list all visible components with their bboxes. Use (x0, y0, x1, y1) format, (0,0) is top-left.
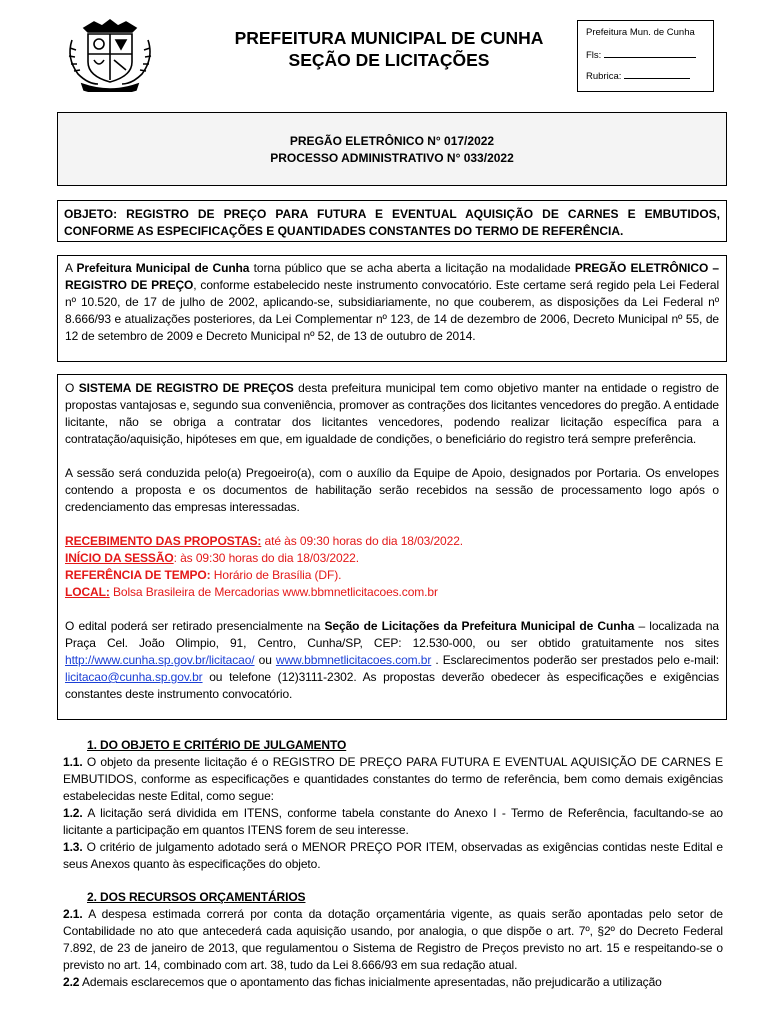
clause-1-3-num: 1.3. (63, 840, 83, 854)
stamp-entity: Prefeitura Mun. de Cunha (586, 27, 695, 38)
schedule-block (65, 533, 719, 601)
sistema-paragraph-1 (65, 380, 719, 448)
clause-1-1-num: 1.1. (63, 755, 83, 769)
intro-a: A (65, 261, 77, 275)
objeto-text: OBJETO: REGISTRO DE PREÇO PARA FUTURA E EVENTUAL AQUISIÇÃO DE CARNES E EMBUTIDOS, CONFORME AS ESPECIFICAÇÕES E QUANTIDADES CONSTANTES DO TERMO DE REFERÊNCIA. (64, 207, 720, 238)
inicio-line (65, 550, 719, 567)
clause-2-1-num: 2.1. (63, 907, 83, 921)
intro-paragraph (65, 260, 719, 345)
clause-2-2-num: 2.2 (63, 975, 80, 989)
intro-prefeitura: Prefeitura Municipal de Cunha (76, 261, 250, 275)
section-objeto (63, 737, 723, 873)
recebimento-value: até às 09:30 horas do dia 18/03/2022. (261, 534, 464, 548)
clause-2-1-text: A despesa estimada correrá por conta da dotação orçamentária vigente, as quais serão apontadas pelo setor de Contabilidade no ato que antecederá cada aquisição usando, por analogia, o que dispõe o art. 7º, §2º do Decreto Federal 7.892, de 23 de janeiro de 2013, que regulamentou o Sistema de Registro de Preços previsto no art. 15 e respeitando-se o previsto no art. 14, combinado com art. 38, tudo da Lei 8.666/93 em sua redação atual. (63, 907, 723, 972)
recebimento-line (65, 533, 719, 550)
clause-1-2-text: A licitação será dividida em ITENS, conforme tabela constante do Anexo I - Termo de Referência, facultando-se ao licitante a participação em quantos ITENS forem de seu interesse. (63, 806, 723, 837)
header-title (200, 27, 578, 71)
referencia-label: REFERÊNCIA DE TEMPO: (65, 568, 211, 582)
objeto-box (57, 200, 727, 242)
stamp-rubrica-label: Rubrica: (586, 71, 622, 82)
page-stamp-box (577, 20, 714, 92)
inicio-label: INÍCIO DA SESSÃO (65, 551, 174, 565)
clause-2-1 (63, 906, 723, 974)
pregao-number: PREGÃO ELETRÔNICO N° 017/2022 (289, 134, 495, 148)
cunha-licitacao-link[interactable]: http://www.cunha.sp.gov.br/licitacao/ (65, 653, 255, 667)
stamp-fls (586, 48, 696, 62)
referencia-value: Horário de Brasília (DF). (210, 568, 342, 582)
section-1-title: 1. DO OBJETO E CRITÉRIO DE JULGAMENTO (87, 738, 347, 752)
clause-1-1-text: O objeto da presente licitação é o REGISTRO DE PREÇO PARA FUTURA E EVENTUAL AQUISIÇÃO DE CARNES E EMBUTIDOS, conforme as especificações e quantidades constantes do termo de referência, bem como demais exigências estabelecidas neste Edital, como segue: (63, 755, 723, 803)
clause-1-2-num: 1.2. (63, 806, 83, 820)
referencia-line (65, 567, 719, 584)
sistema-p1-bold: SISTEMA DE REGISTRO DE PREÇOS (78, 381, 294, 395)
sistema-content (65, 380, 719, 703)
municipal-coat-of-arms (64, 18, 156, 92)
local-label: LOCAL: (65, 585, 110, 599)
stamp-fls-blank (604, 48, 696, 58)
sistema-paragraph-2: A sessão será conduzida pelo(a) Pregoeiro(a), com o auxílio da Equipe de Apoio, designados por Portaria. Os envelopes contendo a proposta e os documentos de habilitação serão recebidos na sessão de processamento logo após o credenciamento das empresas interessadas. (65, 466, 719, 514)
edital-d: . Esclarecimentos poderão ser prestados pelo e-mail: (431, 653, 719, 667)
clause-1-3-text: O critério de julgamento adotado será o MENOR PREÇO POR ITEM, observadas as exigências contidas neste Edital e seus Anexos quanto às especificações do objeto. (63, 840, 723, 871)
edital-c: ou (254, 653, 276, 667)
clause-2-2 (63, 974, 723, 991)
pregao-box (57, 112, 727, 186)
section-2-title-row (63, 889, 723, 906)
stamp-rubrica (586, 69, 690, 83)
local-line (65, 584, 719, 601)
inicio-value: : às 09:30 horas do dia 18/03/2022. (173, 551, 359, 565)
header-title-line2: SEÇÃO DE LICITAÇÕES (288, 50, 490, 70)
clause-1-1 (63, 754, 723, 805)
intro-box (57, 255, 727, 362)
intro-c: , conforme estabelecido neste instrumento convocatório. Este certame será regido pela Lei Federal nº 10.520, de 17 de julho de 2002, aplicando-se, subsidiariamente, no que couberem, as disposições da Lei Federal nº 8.666/93 e atualizações posteriores, da Lei Complementar nº 123, de 14 de dezembro de 2006, Decreto Municipal nº 55, de 12 de setembro de 2009 e Decreto Municipal nº 52, de 13 de outubro de 2014. (65, 278, 720, 343)
edital-bold: Seção de Licitações da Prefeitura Municipal de Cunha (324, 619, 635, 633)
bbmnet-link[interactable]: www.bbmnetlicitacoes.com.br (275, 653, 432, 667)
local-value: Bolsa Brasileira de Mercadorias www.bbmnetlicitacoes.com.br (109, 585, 438, 599)
edital-e: ou telefone (12)3111-2302. As propostas deverão obedecer às especificações e exigências constantes deste instrumento convocatório. (65, 670, 719, 701)
stamp-rubrica-blank (624, 69, 690, 79)
sistema-p1-b: desta prefeitura municipal tem como objetivo manter na entidade o registro de propostas vantajosas e, segundo sua conveniência, promover as contrações dos licitantes vencedores do pregão. A entidade licitante, não se obriga a contratar dos licitantes vencedores, podendo realizar licitação específica para a contratação/aquisição, hipóteses em que, em igualdade de condições, o beneficiário do registro terá sempre preferência. (65, 381, 720, 446)
email-link[interactable]: licitacao@cunha.sp.gov.br (65, 670, 203, 684)
section-recursos (63, 889, 723, 991)
processo-number: PROCESSO ADMINISTRATIVO N° 033/2022 (270, 151, 514, 165)
stamp-fls-label: Fls: (586, 50, 602, 61)
edital-b: – localizada na Praça Cel. João Olimpio, 91, Centro, Cunha/SP, CEP: 12.530-000, ou ser obtido gratuitamente nos sites (65, 619, 719, 650)
clause-1-2 (63, 805, 723, 839)
section-1-title-row (63, 737, 723, 754)
clause-2-2-text: Ademais esclarecemos que o apontamento das fichas inicialmente apresentadas, não prejudicarão a utilização (79, 975, 662, 989)
sistema-paragraph-4 (65, 618, 719, 703)
intro-modalidade: PREGÃO ELETRÔNICO – REGISTRO DE PREÇO (65, 261, 720, 292)
section-2-title: 2. DOS RECURSOS ORÇAMENTÁRIOS (87, 890, 306, 904)
clause-1-3 (63, 839, 723, 873)
intro-b: torna público que se acha aberta a licitação na modalidade (249, 261, 575, 275)
sistema-box (57, 374, 727, 720)
sistema-p1-a: O (65, 381, 79, 395)
recebimento-label: RECEBIMENTO DAS PROPOSTAS: (65, 534, 262, 548)
header-title-line1: PREFEITURA MUNICIPAL DE CUNHA (234, 28, 544, 48)
edital-a: O edital poderá ser retirado presencialmente na (65, 619, 325, 633)
